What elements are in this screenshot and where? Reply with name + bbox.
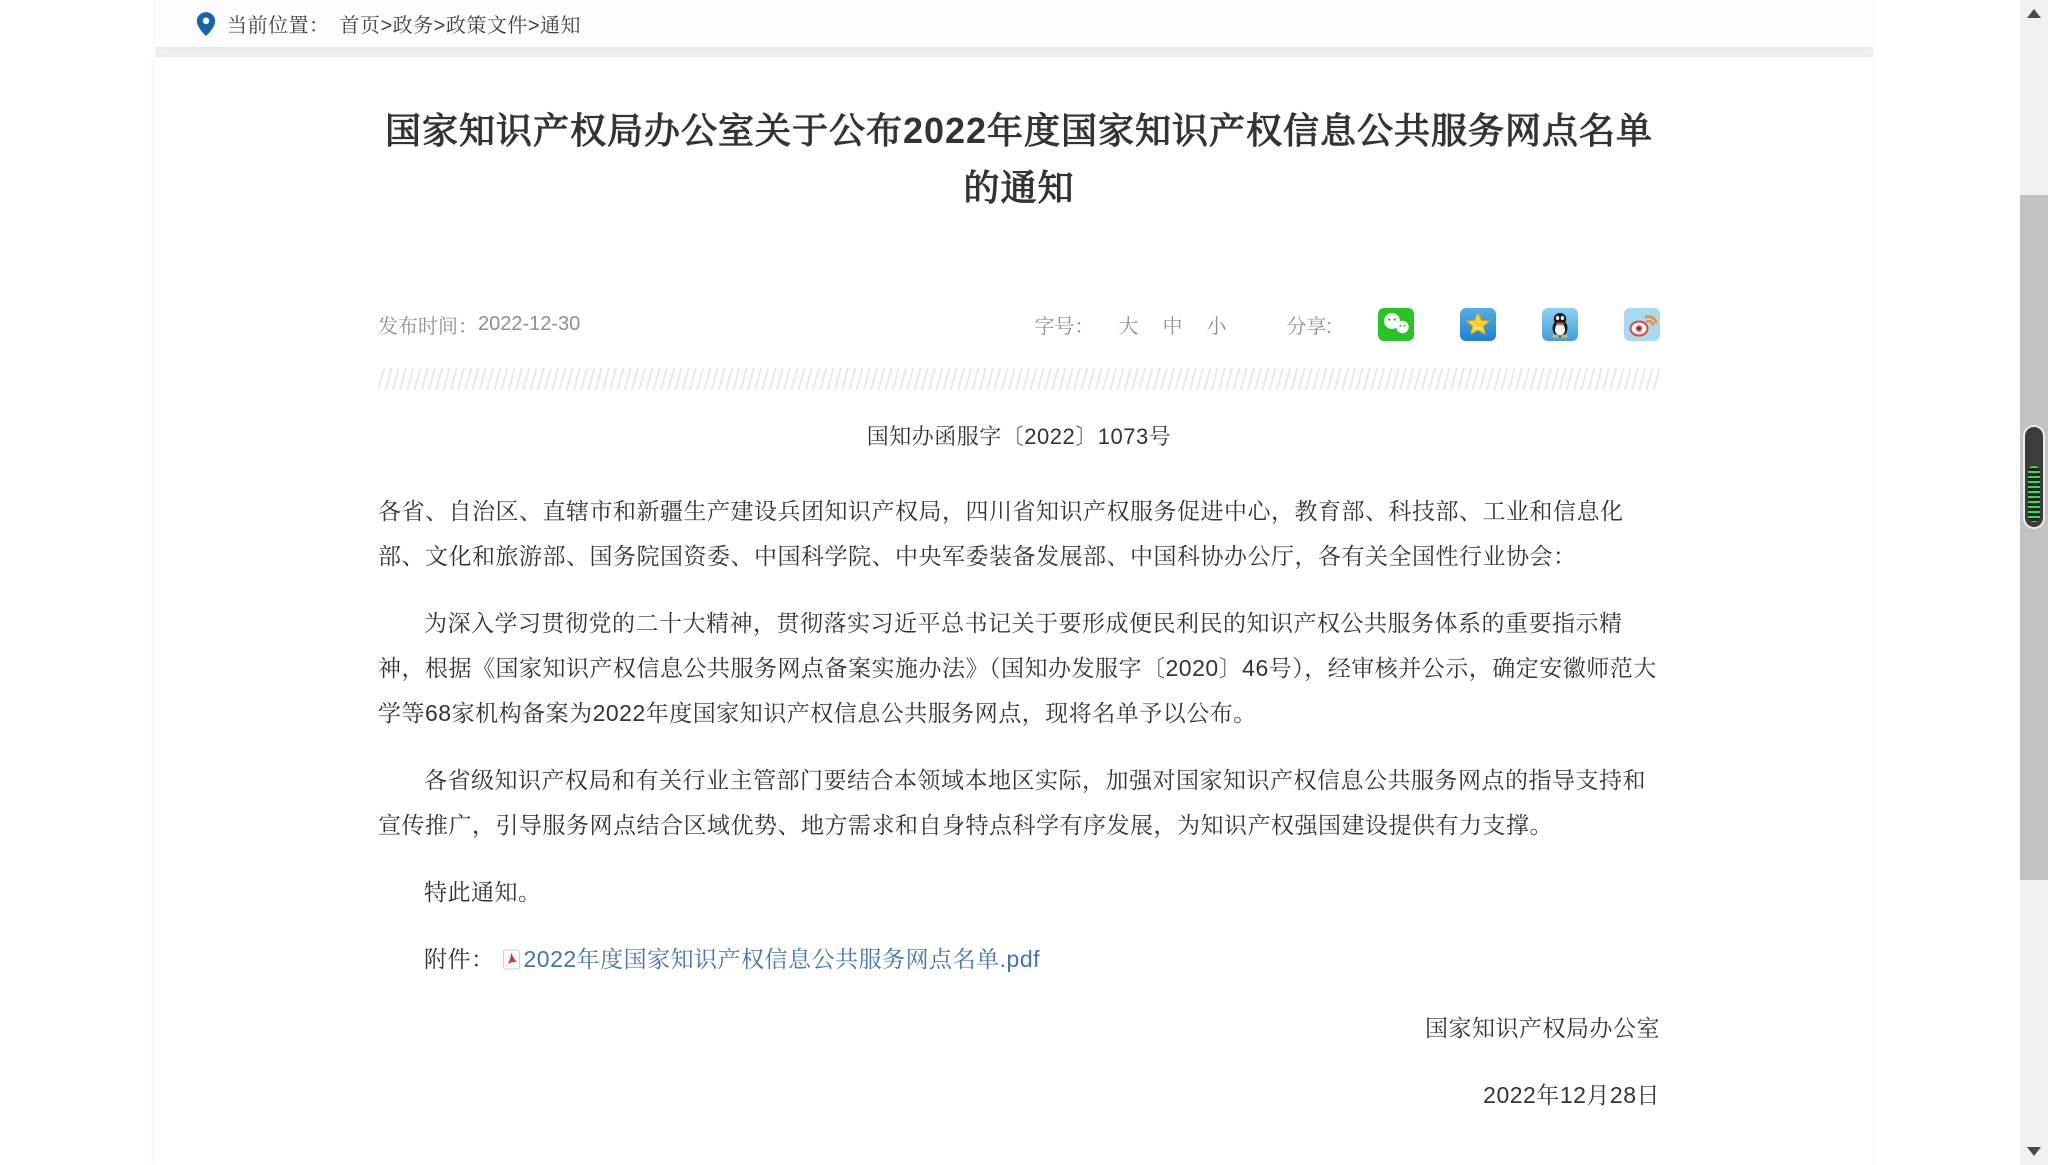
article-body	[378, 489, 1660, 1118]
attachment-pdf-link[interactable]: 2022年度国家知识产权信息公共服务网点名单.pdf	[523, 946, 1041, 972]
sign-date: 2022年12月28日	[1483, 1082, 1660, 1108]
document-number: 国知办函服字〔2022〕1073号	[866, 424, 1172, 449]
publish-time-label: 发布时间：	[378, 315, 478, 338]
font-size-label: 字号：	[1034, 315, 1095, 338]
breadcrumb-label: 当前位置：	[227, 15, 330, 37]
font-size-small-button[interactable]: 小	[1206, 315, 1227, 338]
location-pin-icon	[195, 11, 217, 37]
share-label: 分享:	[1286, 315, 1332, 338]
pdf-file-icon	[501, 949, 522, 970]
weibo-share-icon[interactable]	[1624, 308, 1660, 341]
scrollbar-track[interactable]	[2020, 0, 2048, 1165]
signature-block	[378, 1006, 1660, 1118]
paragraph-background: 为深入学习贯彻党的二十大精神，贯彻落实习近平总书记关于要形成便民利民的知识产权公共服务体系的重要指示精神，根据《国家知识产权信息公共服务网点备案实施办法》（国知办发服字〔2020〕46号），经审核并公示，确定安徽师范大学等68家机构备案为2022年度国家知识产权信息公共服务网点，现将名单予以公布。	[378, 610, 1657, 726]
attachment-label: 附件：	[424, 946, 495, 972]
breadcrumb-card-gap	[155, 47, 1873, 57]
hatched-divider	[378, 368, 1660, 390]
font-size-medium-button[interactable]: 中	[1162, 315, 1183, 338]
article-title: 国家知识产权局办公室关于公布2022年度国家知识产权信息公共服务网点名单的通知	[384, 110, 1654, 208]
scrollbar-down-arrow[interactable]	[2027, 1147, 2041, 1156]
breadcrumb-bar	[155, 0, 1873, 47]
paragraph-closing: 特此通知。	[424, 879, 542, 905]
attachment-line	[378, 937, 1660, 982]
paragraph-guidance: 各省级知识产权局和有关行业主管部门要结合本领域本地区实际，加强对国家知识产权信息公共服务网点的指导支持和宣传推广，引导服务网点结合区域优势、地方需求和自身特点科学有序发展，为知识产权强国建设提供有力支撑。	[378, 767, 1646, 838]
breadcrumb-path[interactable]: 首页>政务>政策文件>通知	[339, 15, 582, 37]
font-size-large-button[interactable]: 大	[1118, 315, 1139, 338]
scroll-progress-indicator[interactable]	[2025, 427, 2043, 527]
scroll-indicator-stripes	[2028, 466, 2040, 522]
wechat-share-icon[interactable]	[1378, 308, 1414, 341]
article-card	[155, 57, 1873, 1165]
paragraph-addressees: 各省、自治区、直辖市和新疆生产建设兵团知识产权局，四川省知识产权服务促进中心，教育部、科技部、工业和信息化部、文化和旅游部、国务院国资委、中国科学院、中央军委装备发展部、中国科协办公厅，各有关全国性行业协会：	[378, 498, 1624, 569]
signer-name: 国家知识产权局办公室	[1425, 1015, 1660, 1041]
scrollbar-thumb[interactable]	[2020, 195, 2048, 880]
publish-time-value: 2022-12-30	[478, 312, 581, 335]
scrollbar-up-arrow[interactable]	[2027, 9, 2041, 18]
qzone-share-icon[interactable]	[1460, 308, 1496, 341]
article-meta-row	[378, 306, 1660, 342]
qq-share-icon[interactable]	[1542, 308, 1578, 341]
